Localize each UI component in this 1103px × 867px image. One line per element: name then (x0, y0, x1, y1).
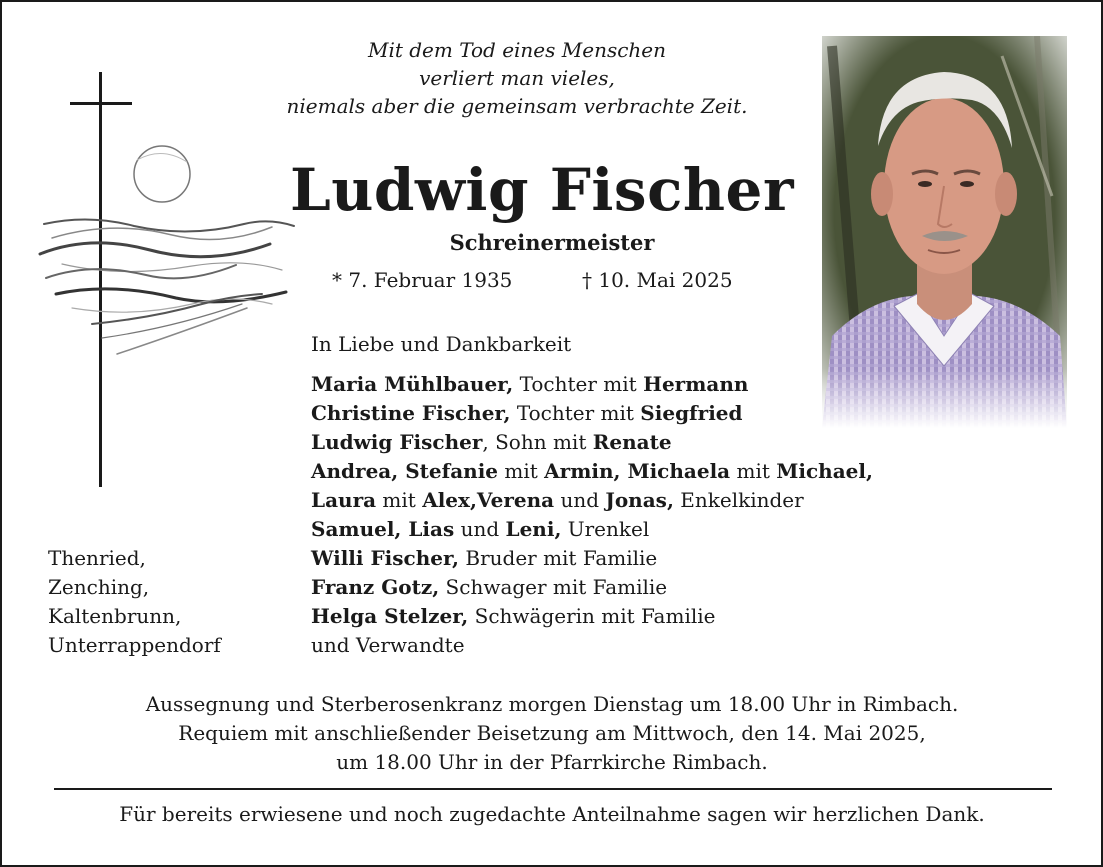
deceased-profession: Schreinermeister (449, 230, 655, 255)
mourner-entry: Willi Fischer, Bruder mit Familie (311, 546, 658, 570)
death-date: † 10. Mai 2025 (582, 268, 733, 292)
dedication-line: In Liebe und Dankbarkeit (311, 332, 572, 356)
mourner-entry: Laura mit Alex,Verena und Jonas, Enkelkinder (311, 488, 804, 512)
service-line: Requiem mit anschließender Beisetzung am Mittwoch, den 14. Mai 2025, (178, 721, 926, 745)
motto-line: niemals aber die gemeinsam verbrachte Zeit. (286, 94, 748, 118)
place-name: Thenried, (48, 546, 146, 570)
motto-quote (232, 36, 802, 120)
divider (54, 788, 1052, 790)
cross-landscape-illustration (32, 72, 307, 492)
place-name: Unterrappendorf (48, 633, 221, 657)
mourner-entry: Franz Gotz, Schwager mit Familie (311, 575, 668, 599)
service-info (42, 690, 1062, 777)
places-list (48, 544, 221, 660)
mourner-entry: Maria Mühlbauer, Tochter mit Hermann (311, 372, 749, 396)
landscape-drawing (40, 219, 294, 354)
deceased-name: Ludwig Fischer (289, 156, 795, 224)
thanks-line: Für bereits erwiesene und noch zugedachte Anteilnahme sagen wir herzlichen Dank. (119, 802, 985, 826)
service-line: um 18.00 Uhr in der Pfarrkirche Rimbach. (336, 750, 768, 774)
motto-line: Mit dem Tod eines Menschen (367, 38, 667, 62)
mourner-entry: Andrea, Stefanie mit Armin, Michaela mit Michael, (311, 459, 873, 483)
mourners-list (311, 370, 873, 660)
birth-date: * 7. Februar 1935 (332, 268, 513, 292)
motto-line: verliert man vieles, (419, 66, 615, 90)
service-line: Aussegnung und Sterberosenkranz morgen Dienstag um 18.00 Uhr in Rimbach. (145, 692, 959, 716)
place-name: Zenching, (48, 575, 150, 599)
mourner-entry: und Verwandte (311, 633, 465, 657)
mourner-entry: Helga Stelzer, Schwägerin mit Familie (311, 604, 716, 628)
mourner-entry: Christine Fischer, Tochter mit Siegfried (311, 401, 743, 425)
mourner-entry: Samuel, Lias und Leni, Urenkel (311, 517, 650, 541)
mourner-entry: Ludwig Fischer, Sohn mit Renate (311, 430, 672, 454)
cross-icon (70, 72, 132, 487)
sun-icon (134, 146, 190, 202)
place-name: Kaltenbrunn, (48, 604, 182, 628)
